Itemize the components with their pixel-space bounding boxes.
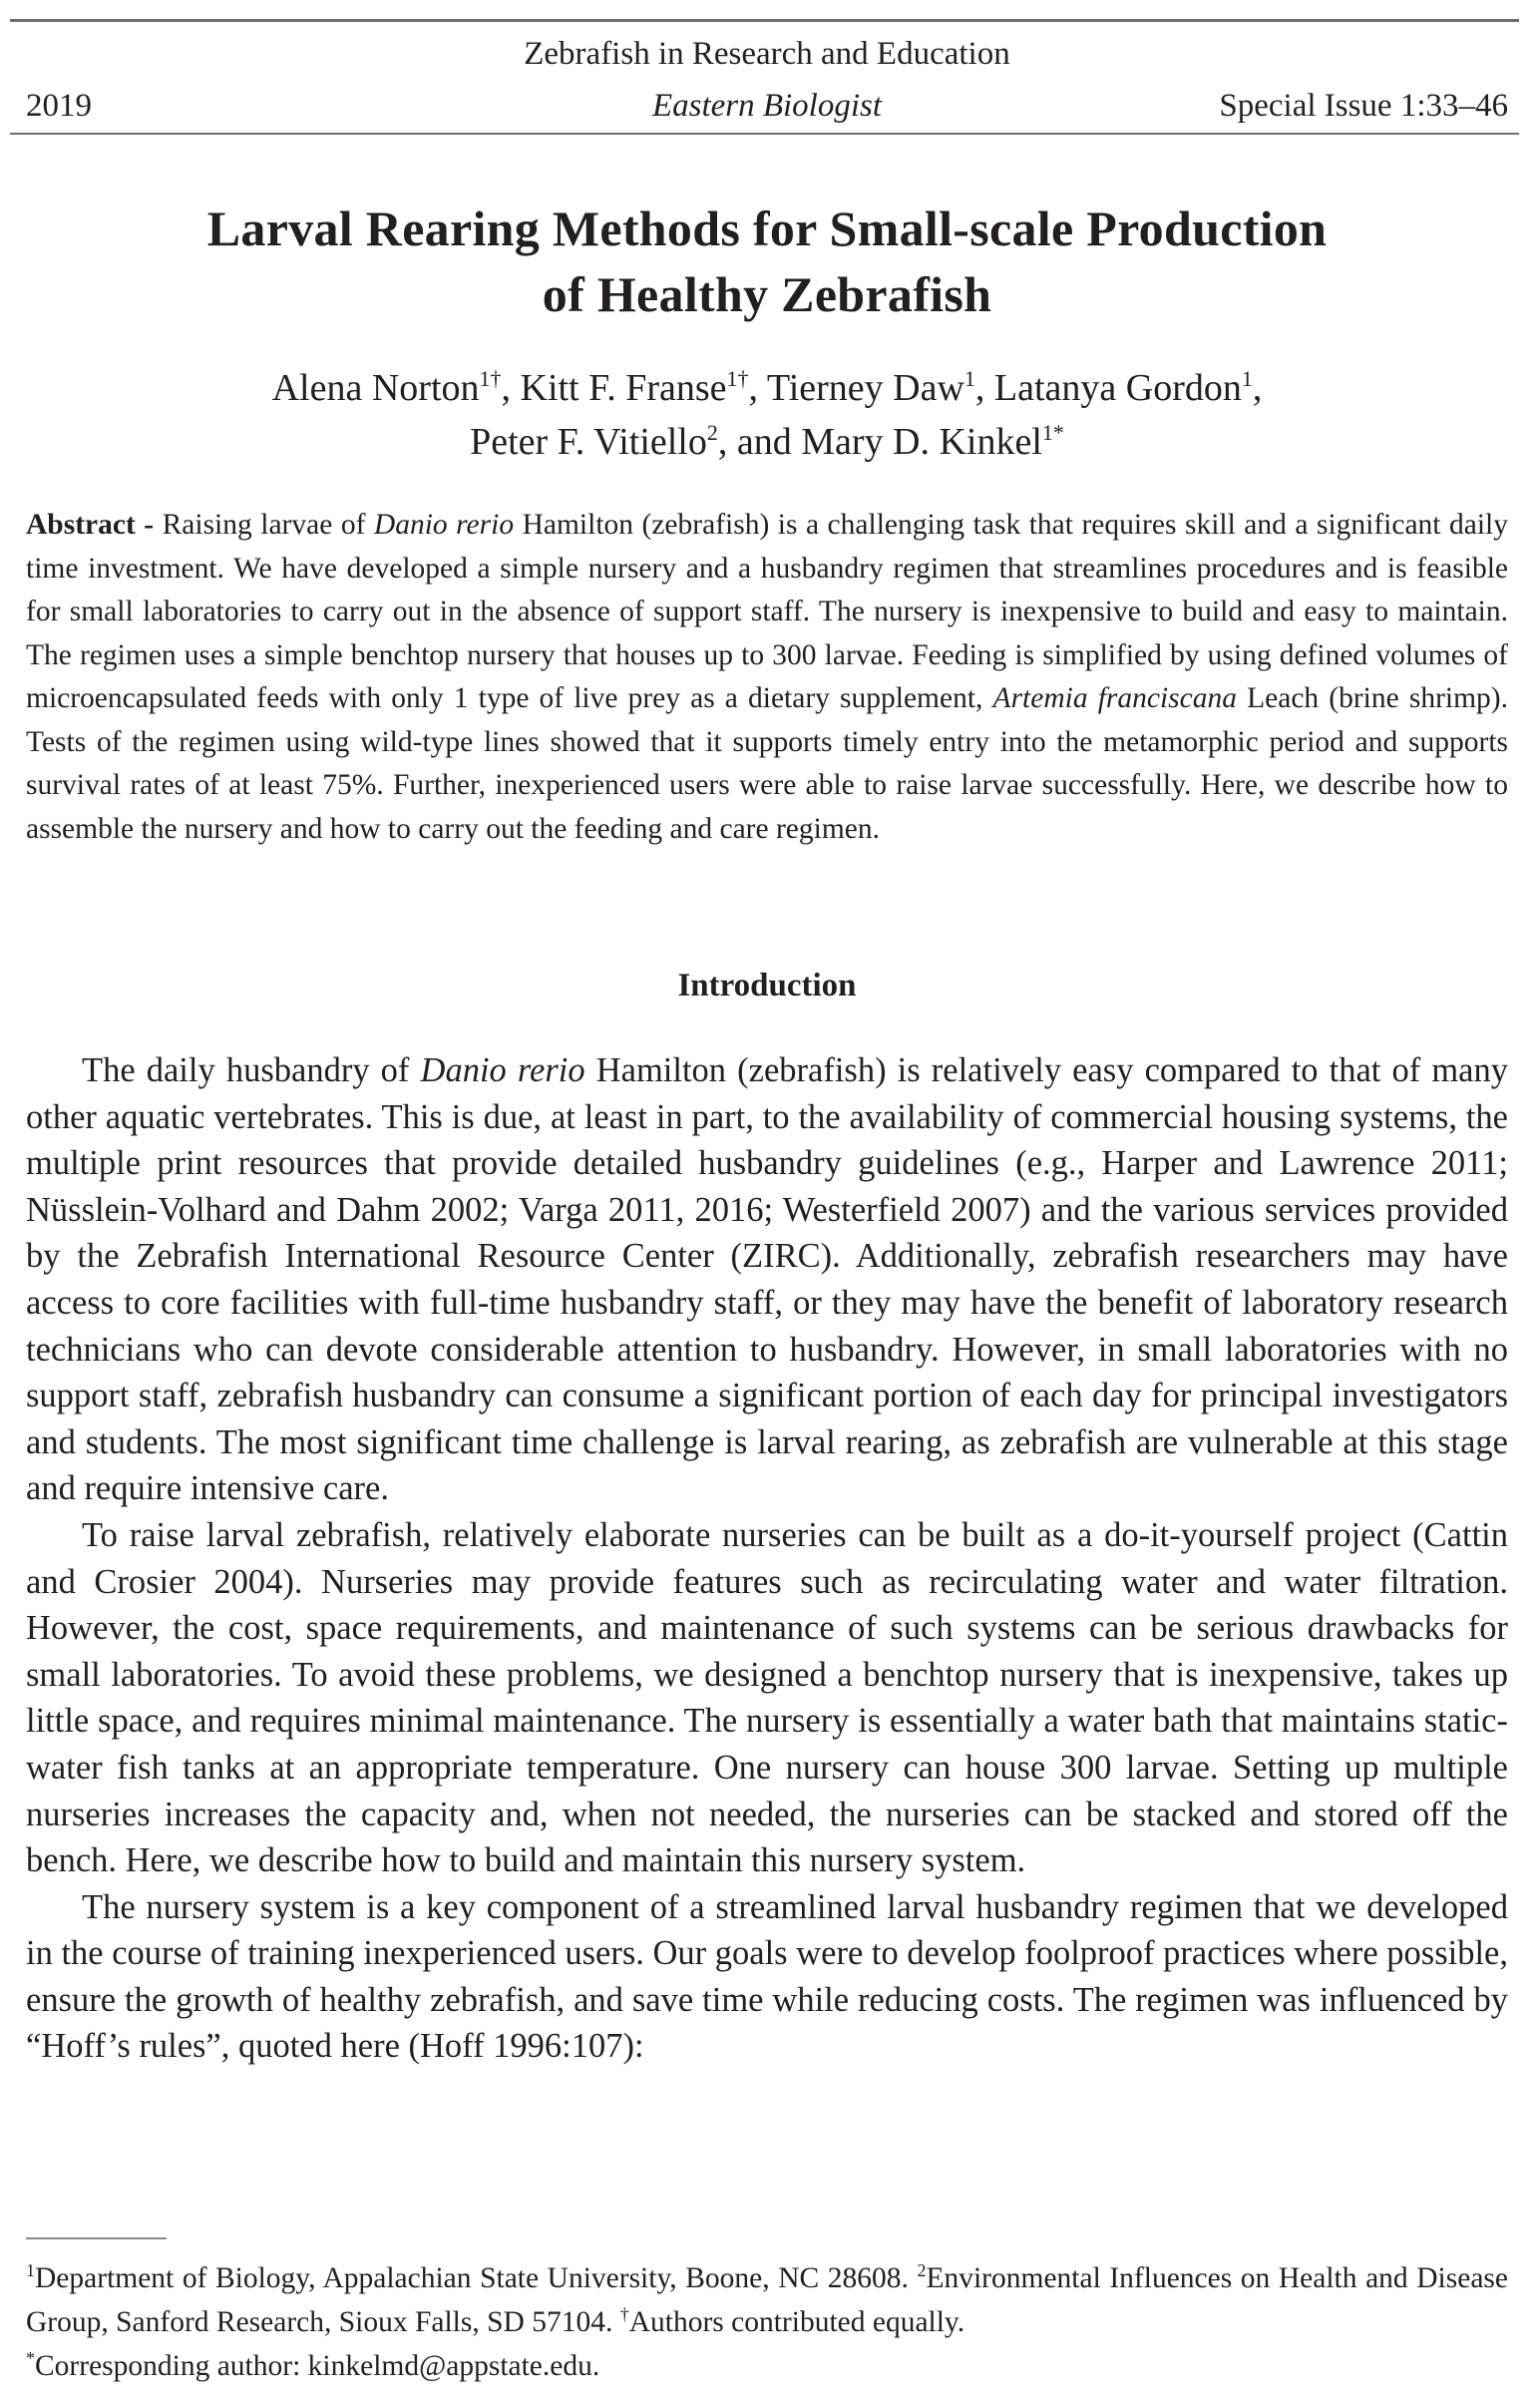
section-heading-introduction: Introduction: [677, 968, 857, 1003]
author-affiliation-marker: 1*: [1041, 420, 1064, 445]
author: Kitt F. Franse: [520, 367, 727, 409]
footnote-text: Authors contributed equally.: [628, 2306, 965, 2338]
footnote-text: Environmental Influences on Health and Disease Group, Sanford Research, Sioux Falls, SD 57104.: [26, 2262, 1508, 2338]
title-line-1: Larval Rearing Methods for Small-scale Production: [206, 201, 1328, 256]
series-title: Zebrafish in Research and Education: [524, 36, 1010, 72]
abstract-text: Leach (brine shrimp). Tests of the regimen using wild-type lines showed that it supports timely entry into the metamorphic period and supports survival rates of at least 75%. Further, inexperienced users were able to raise larvae successfully. Here, we describe how to assemble the nursery and how to carry out the feeding and care regimen.: [26, 682, 1508, 845]
footnote-marker: †: [619, 2304, 629, 2324]
species-name: Artemia franciscana: [992, 682, 1237, 714]
separator: ,: [748, 367, 767, 409]
header-bottom-rule: [10, 133, 1519, 135]
footnote-text: Department of Biology, Appalachian State University, Boone, NC 28608.: [35, 2262, 918, 2294]
paragraph-text: Hamilton (zebrafish) is relatively easy compared to that of many other aquatic vertebrates. This is due, at least in part, to the availability of commercial housing systems, the multiple print resources that provide detailed husbandry guidelines (e.g., Harper and Lawrence 2011; Nüsslein-Volhard and Dahm 2002; Varga 2011, 2016; Westerfield 2007) and the various services provided by the Zebrafish International Resource Center (ZIRC). Additionally, zebrafish researchers may have access to core facilities with full-time husbandry staff, or they may have the benefit of laboratory research technicians who can devote considerable attention to husbandry. However, in small laboratories with no support staff, zebrafish husbandry can consume a significant portion of each day for principal investigators and students. The most significant time challenge is larval rearing, as zebrafish are vulnerable at this stage and require intensive care.: [26, 1051, 1508, 1508]
footnote-marker: *: [26, 2348, 35, 2368]
author: Mary D. Kinkel: [801, 421, 1042, 463]
title-line-2: of Healthy Zebrafish: [542, 266, 992, 322]
header-year: 2019: [26, 88, 92, 124]
paper-title: [0, 196, 1534, 327]
author-affiliation-marker: 2: [706, 420, 718, 445]
introduction-body: [26, 1047, 1508, 2070]
author: Peter F. Vitiello: [470, 421, 707, 463]
author-affiliation-marker: 1: [963, 366, 975, 391]
author-affiliation-marker: 1†: [726, 366, 749, 391]
author-affiliation-marker: 1†: [479, 366, 502, 391]
separator: , and: [717, 421, 802, 463]
author: Latanya Gordon: [993, 367, 1242, 409]
species-name: Danio rerio: [373, 509, 515, 541]
separator: ,: [974, 367, 994, 409]
species-name: Danio rerio: [420, 1051, 585, 1089]
abstract-text: Hamilton (zebrafish) is a challenging task that requires skill and a significant daily time investment. We have developed a simple nursery and a husbandry regimen that streamlines procedures and is feasible for small laboratories to carry out in the absence of support staff. The nursery is inexpensive to build and easy to maintain. The regimen uses a simple benchtop nursery that houses up to 300 larvae. Feeding is simplified by using defined volumes of microencapsulated feeds with only 1 type of live prey as a dietary supplement,: [26, 509, 1508, 714]
issue-pages: Special Issue 1:33–46: [1219, 88, 1508, 124]
paragraph: [26, 1047, 1508, 1512]
footnote-rule: [26, 2237, 167, 2239]
paragraph: To raise larval zebrafish, relatively elaborate nurseries can be built as a do-it-yourself project (Cattin and Crosier 2004). Nurseries may provide features such as recirculating water and water filtration. However, the cost, space requirements, and maintenance of such systems can be serious drawbacks for small laboratories. To avoid these problems, we designed a benchtop nursery that is inexpensive, takes up little space, and requires minimal maintenance. The nursery is essentially a water bath that maintains static-water fish tanks at an appropriate temperature. One nursery can house 300 larvae. Setting up multiple nurseries increases the capacity and, when not needed, the nurseries can be stacked and stored off the bench. Here, we describe how to build and maintain this nursery system.: [26, 1515, 1508, 1880]
abstract-text: Raising larvae of: [154, 509, 374, 541]
author-list: Alena Norton$^{1\dagger}$, Kitt F. Franse$^{1\dagger}$, Tierney Daw$^1$, Latanya Gordon$^1$, Peter F. Vitiello$^2$, and Mary D. Kinkel$^{1*}$: [271, 366, 1263, 463]
abstract: [26, 504, 1508, 851]
author: Alena Norton: [271, 367, 480, 409]
abstract-label: Abstract -: [26, 509, 155, 541]
author-affiliation-marker: 1: [1241, 366, 1253, 391]
header-top-rule: [10, 19, 1519, 22]
running-header: [26, 86, 1508, 126]
footnote-text: Corresponding author: kinkelmd@appstate.edu.: [35, 2350, 600, 2382]
journal-name: Eastern Biologist: [651, 88, 883, 124]
author: Tierney Daw: [766, 367, 964, 409]
separator: ,: [501, 367, 521, 409]
paragraph-text: The daily husbandry of: [82, 1051, 421, 1089]
footnote-marker: 1: [26, 2260, 35, 2280]
footnotes: [26, 2256, 1508, 2388]
footnote-marker: 2: [917, 2260, 927, 2280]
paragraph: The nursery system is a key component of a streamlined larval husbandry regimen that we developed in the course of training inexperienced users. Our goals were to develop foolproof practices where possible, ensure the growth of healthy zebrafish, and save time while reducing costs. The regimen was influenced by “Hoff’s rules”, quoted here (Hoff 1996:107):: [26, 1887, 1508, 2066]
